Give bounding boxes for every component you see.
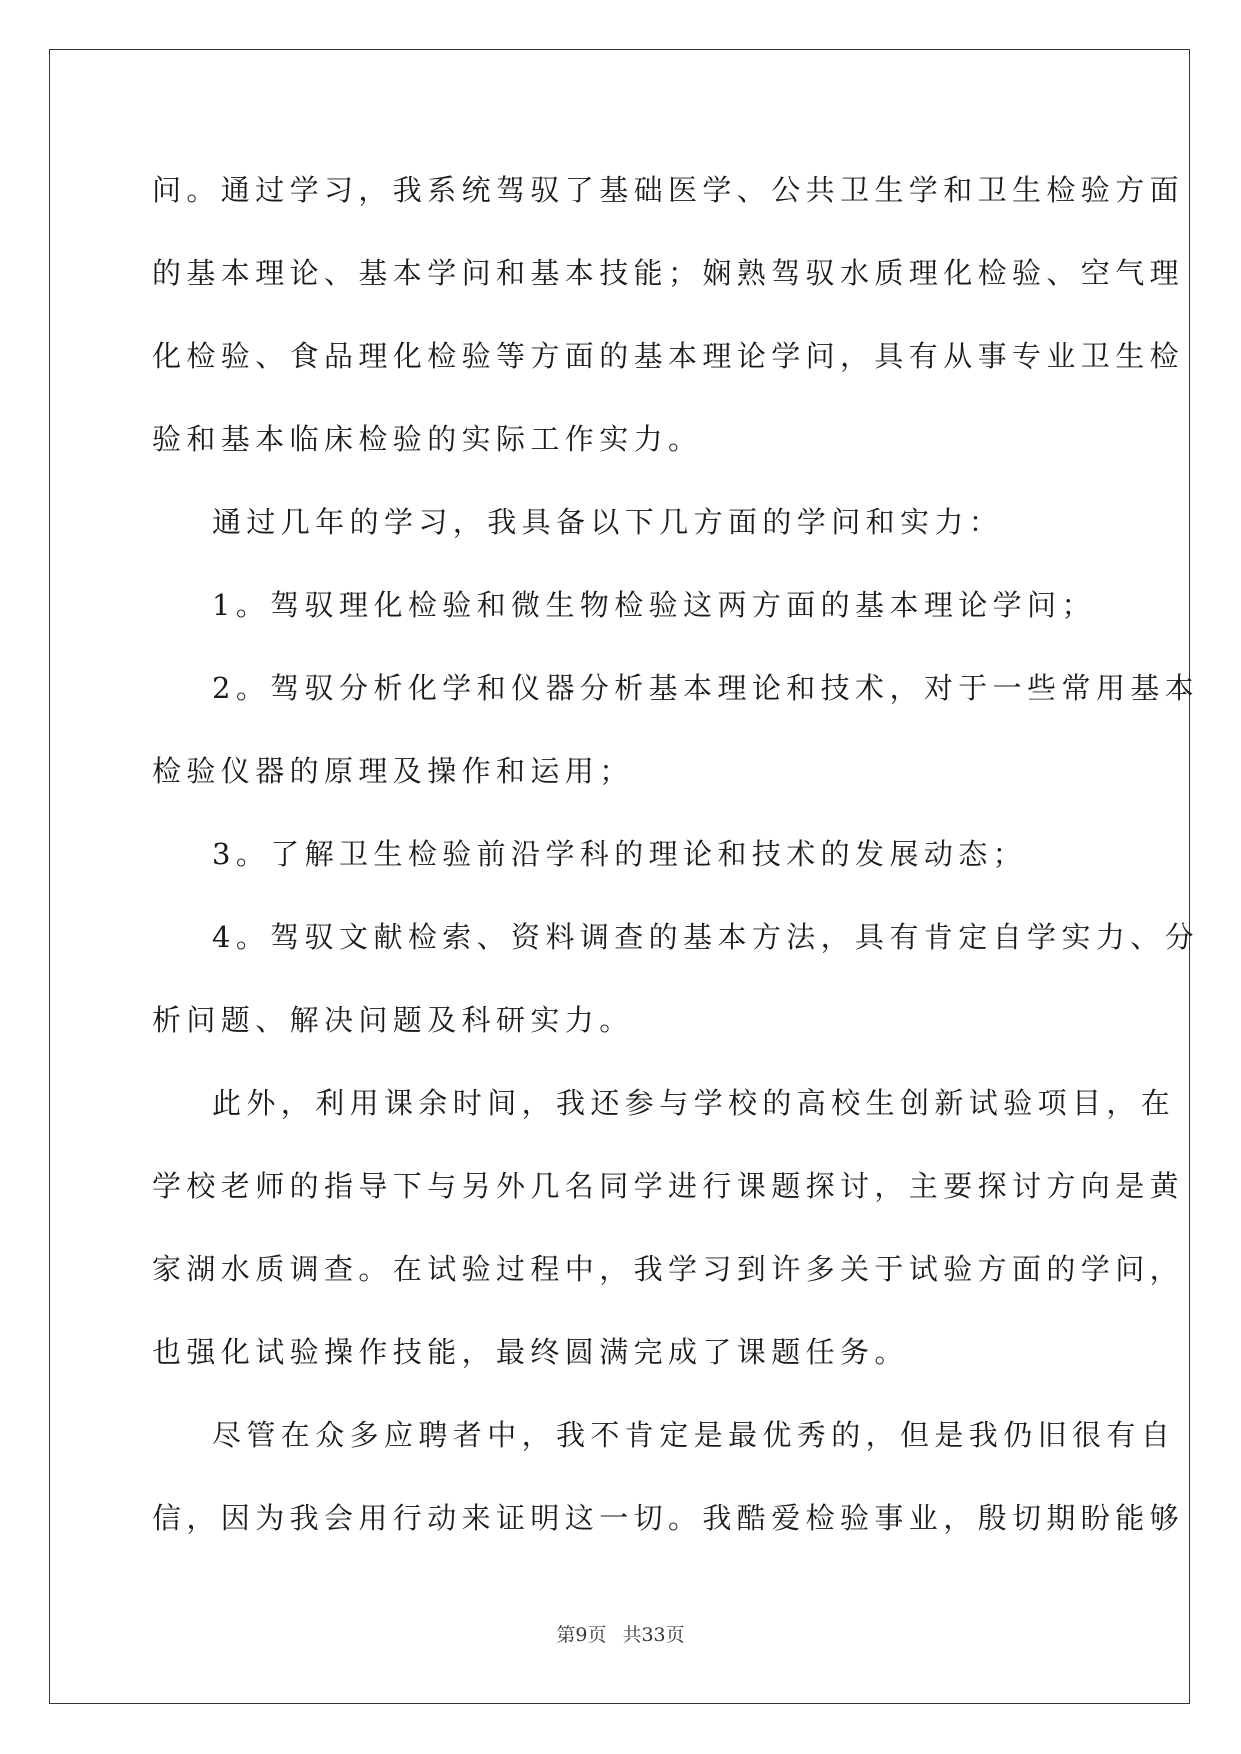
text-line: 的基本理论、基本学问和基本技能；娴熟驾驭水质理化检验、空气理 (152, 256, 1185, 290)
text-line: 3。了解卫生检验前沿学科的理论和技术的发展动态； (212, 837, 1028, 871)
page-border (49, 49, 1190, 1704)
text-line: 此外，利用课余时间，我还参与学校的高校生创新试验项目，在 (212, 1086, 1176, 1120)
text-line: 2。驾驭分析化学和仪器分析基本理论和技术，对于一些常用基本 (212, 671, 1200, 705)
page-footer (0, 1620, 1241, 1647)
text-line: 信，因为我会用行动来证明这一切。我酷爱检验事业，殷切期盼能够 (152, 1501, 1185, 1535)
text-line: 家湖水质调查。在试验过程中，我学习到许多关于试验方面的学问， (152, 1252, 1185, 1286)
page-total: 共33页 (622, 1624, 685, 1646)
text-line: 析问题、解决问题及科研实力。 (152, 1003, 634, 1037)
text-line: 问。通过学习，我系统驾驭了基础医学、公共卫生学和卫生检验方面 (152, 173, 1185, 207)
text-line: 也强化试验操作技能，最终圆满完成了课题任务。 (152, 1335, 909, 1369)
text-line: 化检验、食品理化检验等方面的基本理论学问，具有从事专业卫生检 (152, 339, 1185, 373)
text-line: 检验仪器的原理及操作和运用； (152, 754, 634, 788)
text-line: 通过几年的学习，我具备以下几方面的学问和实力： (212, 505, 1004, 539)
text-line: 1。驾驭理化检验和微生物检验这两方面的基本理论学问； (212, 588, 1096, 622)
text-line: 尽管在众多应聘者中，我不肯定是最优秀的，但是我仍旧很有自 (212, 1418, 1176, 1452)
text-line: 学校老师的指导下与另外几名同学进行课题探讨，主要探讨方向是黄 (152, 1169, 1185, 1203)
text-line: 4。驾驭文献检索、资料调查的基本方法，具有肯定自学实力、分 (212, 920, 1200, 954)
page-number: 第9页 (556, 1624, 607, 1646)
text-line: 验和基本临床检验的实际工作实力。 (152, 422, 703, 456)
